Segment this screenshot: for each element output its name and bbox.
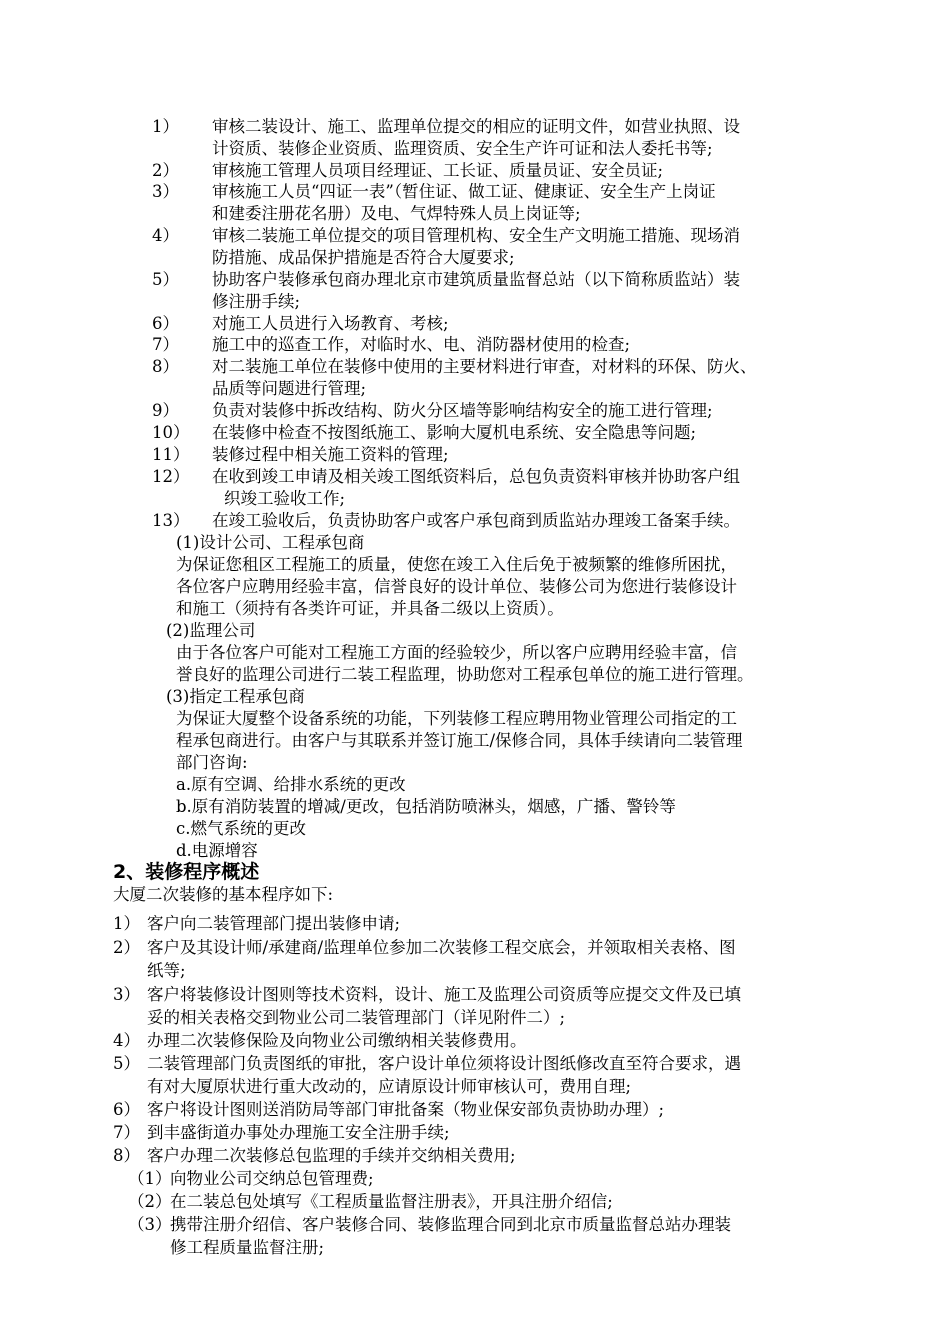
- item-number: 9）: [152, 401, 179, 420]
- item-text-line: 织竣工验收工作;: [224, 489, 346, 508]
- item-text-line: 防措施、成品保护措施是否符合大厦要求;: [212, 248, 515, 267]
- subsection-title: (2)监理公司: [166, 621, 256, 640]
- item-number: 5）: [152, 270, 179, 289]
- item-number: 4）: [113, 1031, 140, 1050]
- item-number: 7）: [113, 1123, 140, 1142]
- paragraph-line: 誉良好的监理公司进行二装工程监理，协助您对工程承包单位的施工进行管理。: [176, 665, 754, 684]
- paragraph-line: 为保证您租区工程施工的质量，使您在竣工入住后免于被频繁的维修所困扰，: [176, 555, 737, 574]
- item-text-line: 审核施工人员“四证一表”（暂住证、做工证、健康证、安全生产上岗证: [212, 182, 716, 201]
- item-text-line: 客户办理二次装修总包监理的手续并交纳相关费用;: [147, 1146, 516, 1165]
- item-text-line: 负责对装修中拆改结构、防火分区墙等影响结构安全的施工进行管理;: [212, 401, 713, 420]
- item-number: 10）: [152, 423, 190, 442]
- item-text-line: 客户将装修设计图则等技术资料，设计、施工及监理公司资质等应提交文件及已填: [147, 985, 741, 1004]
- item-text-line: 审核施工管理人员项目经理证、工长证、质量员证、安全员证;: [212, 161, 664, 180]
- paragraph-line: 各位客户应聘用经验丰富，信誉良好的设计单位、装修公司为您进行装修设计: [176, 577, 737, 596]
- subitem-text-line: 携带注册介绍信、客户装修合同、装修监理合同到北京市质量监督总站办理装: [170, 1215, 731, 1234]
- subitem-text-line: 在二装总包处填写《工程质量监督注册表》，开具注册介绍信;: [170, 1192, 613, 1211]
- item-number: 8）: [113, 1146, 140, 1165]
- paragraph-line: 部门咨询:: [176, 753, 248, 772]
- item-text-line: 在装修中检查不按图纸施工、影响大厦机电系统、安全隐患等问题;: [212, 423, 697, 442]
- item-number: 8）: [152, 357, 179, 376]
- item-number: 2）: [113, 938, 140, 957]
- item-text-line: 修注册手续;: [212, 292, 301, 311]
- list-item: d.电源增容: [176, 841, 258, 860]
- paragraph-line: 程承包商进行。由客户与其联系并签订施工/保修合同，具体手续请向二装管理: [176, 731, 743, 750]
- item-number: 1）: [113, 914, 140, 933]
- item-text-line: 对施工人员进行入场教育、考核;: [212, 314, 449, 333]
- item-number: 6）: [113, 1100, 140, 1119]
- item-text-line: 审核二装设计、施工、监理单位提交的相应的证明文件，如营业执照、设: [212, 117, 740, 136]
- item-text-line: 品质等问题进行管理;: [212, 379, 367, 398]
- item-text-line: 二装管理部门负责图纸的审批，客户设计单位须将设计图纸修改直至符合要求，遇: [147, 1054, 741, 1073]
- paragraph-line: 和施工（须持有各类许可证，并具备二级以上资质）。: [176, 599, 564, 618]
- item-text-line: 在收到竣工申请及相关竣工图纸资料后，总包负责资料审核并协助客户组: [212, 467, 740, 486]
- item-text-line: 客户及其设计师/承建商/监理单位参加二次装修工程交底会，并领取相关表格、图: [147, 938, 736, 957]
- item-text-line: 在竣工验收后，负责协助客户或客户承包商到质监站办理竣工备案手续。: [212, 511, 740, 530]
- item-number: 13）: [152, 511, 190, 530]
- item-number: 3）: [152, 182, 179, 201]
- item-text-line: 审核二装施工单位提交的项目管理机构、安全生产文明施工措施、现场消: [212, 226, 740, 245]
- item-number: 3）: [113, 985, 140, 1004]
- item-number: 4）: [152, 226, 179, 245]
- item-text-line: 有对大厦原状进行重大改动的，应请原设计师审核认可，费用自理;: [147, 1077, 632, 1096]
- subitem-number: （3）: [128, 1215, 172, 1234]
- subitem-text-line: 修工程质量监督注册;: [170, 1238, 325, 1257]
- item-number: 2）: [152, 161, 179, 180]
- item-number: 1）: [152, 117, 179, 136]
- subsection-title: (3)指定工程承包商: [166, 687, 305, 706]
- item-text-line: 客户将设计图则送消防局等部门审批备案（物业保安部负责协助办理）;: [147, 1100, 665, 1119]
- item-text-line: 装修过程中相关施工资料的管理;: [212, 445, 449, 464]
- item-text-line: 到丰盛街道办事处办理施工安全注册手续;: [147, 1123, 450, 1142]
- item-text-line: 协助客户装修承包商办理北京市建筑质量监督总站（以下简称质监站）装: [212, 270, 740, 289]
- item-number: 6）: [152, 314, 179, 333]
- item-text-line: 客户向二装管理部门提出装修申请;: [147, 914, 401, 933]
- subitem-number: （1）: [128, 1169, 172, 1188]
- subsection-title: (1)设计公司、工程承包商: [176, 533, 365, 552]
- intro-line: 大厦二次装修的基本程序如下:: [113, 885, 334, 904]
- item-number: 7）: [152, 335, 179, 354]
- paragraph-line: 由于各位客户可能对工程施工方面的经验较少，所以客户应聘用经验丰富，信: [176, 643, 737, 662]
- item-text-line: 计资质、装修企业资质、监理资质、安全生产许可证和法人委托书等;: [212, 139, 713, 158]
- list-item: b.原有消防装置的增减/更改，包括消防喷淋头，烟感，广播、警铃等: [176, 797, 676, 816]
- list-item: c.燃气系统的更改: [176, 819, 306, 838]
- item-text-line: 妥的相关表格交到物业公司二装管理部门（详见附件二）;: [147, 1008, 566, 1027]
- item-text-line: 办理二次装修保险及向物业公司缴纳相关装修费用。: [147, 1031, 527, 1050]
- subitem-number: （2）: [128, 1192, 172, 1211]
- item-text-line: 对二装施工单位在装修中使用的主要材料进行审查，对材料的环保、防火、: [212, 357, 757, 376]
- item-number: 11）: [152, 445, 190, 464]
- item-text-line: 纸等;: [147, 961, 186, 980]
- list-item: a.原有空调、给排水系统的更改: [176, 775, 406, 794]
- item-number: 12）: [152, 467, 190, 486]
- item-text-line: 和建委注册花名册）及电、气焊特殊人员上岗证等;: [212, 204, 581, 223]
- subitem-text-line: 向物业公司交纳总包管理费;: [170, 1169, 374, 1188]
- item-number: 5）: [113, 1054, 140, 1073]
- section-heading: 2、装修程序概述: [113, 861, 260, 883]
- paragraph-line: 为保证大厦整个设备系统的功能，下列装修工程应聘用物业管理公司指定的工: [176, 709, 737, 728]
- item-text-line: 施工中的巡查工作，对临时水、电、消防器材使用的检查;: [212, 335, 631, 354]
